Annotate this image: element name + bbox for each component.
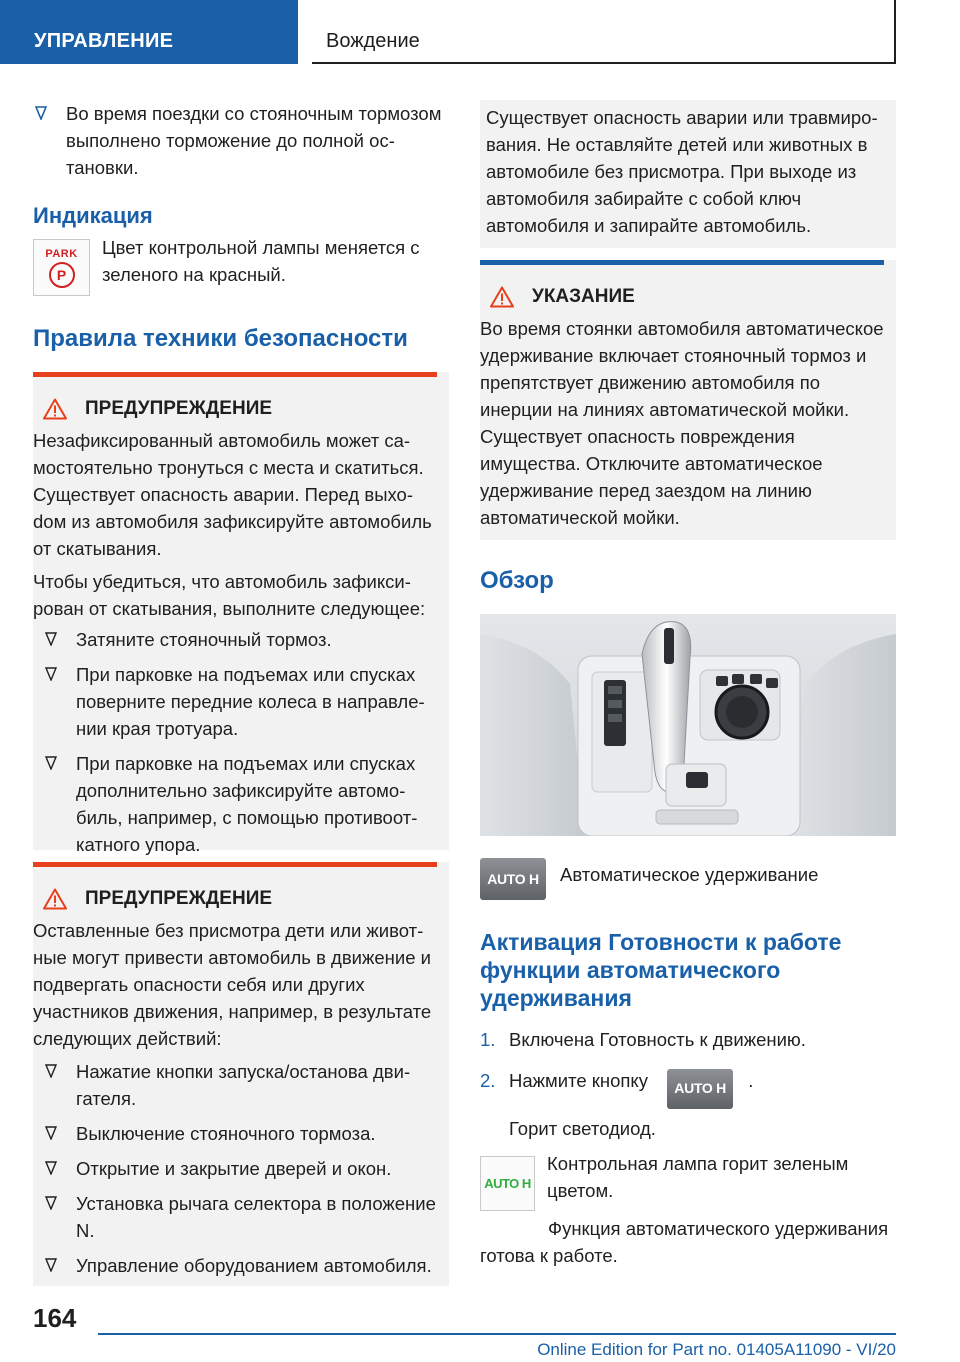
list-item-text: Нажатие кнопки запуска/останова двигателя. bbox=[76, 1061, 411, 1109]
warning-paragraph: Чтобы убедиться, что автомобиль зафиксирован от скатывания, выполните следующее: bbox=[33, 571, 426, 619]
footer-divider bbox=[98, 1333, 896, 1335]
warning-title-text: ПРЕДУПРЕЖДЕНИЕ bbox=[85, 888, 273, 909]
park-lamp-letter: P bbox=[49, 262, 75, 288]
left-column bbox=[33, 100, 449, 1286]
warning-triangle-icon bbox=[490, 286, 514, 308]
section-tab: УПРАВЛЕНИЕ bbox=[0, 0, 298, 64]
autoh-button-icon: AUTO H bbox=[480, 858, 546, 900]
warning-list bbox=[43, 626, 437, 858]
indication-heading: Индикация bbox=[33, 203, 153, 228]
step-number: 1. bbox=[480, 1029, 496, 1050]
triangle-bullet-icon bbox=[45, 1258, 57, 1272]
notice-title-text: УКАЗАНИЕ bbox=[532, 286, 635, 307]
list-item-text: Выключение стояночного тормоза. bbox=[76, 1123, 376, 1144]
triangle-bullet-icon bbox=[45, 1196, 57, 1210]
list-item bbox=[43, 1058, 437, 1112]
triangle-bullet-icon bbox=[45, 1064, 57, 1078]
list-item bbox=[43, 661, 437, 742]
triangle-bullet-icon bbox=[45, 1126, 57, 1140]
notice-title bbox=[480, 285, 884, 309]
triangle-bullet-icon bbox=[45, 667, 57, 681]
list-item bbox=[33, 100, 449, 181]
list-item bbox=[43, 1252, 437, 1279]
warning-triangle-icon bbox=[43, 398, 67, 420]
list-item-text: При парковке на подъемах или спусках дополнительно зафиксируйте автомобиль, например, с помощью противооткатного упора. bbox=[76, 753, 418, 855]
step-number: 2. bbox=[480, 1070, 496, 1091]
step-text: Включена Готовность к движению. bbox=[509, 1029, 806, 1050]
warning-box-2 bbox=[33, 862, 449, 1286]
warning-title bbox=[33, 887, 437, 911]
center-console-photo bbox=[480, 614, 896, 836]
edition-text: Online Edition for Part no. 01405A11090 - VI/20 bbox=[537, 1340, 896, 1359]
park-lamp-icon bbox=[33, 239, 90, 296]
list-item-text: Во время поездки со стояночным тормозом выполнено торможение до полной остановки. bbox=[66, 103, 442, 178]
list-item-text: Затяните стояночный тормоз. bbox=[76, 629, 332, 650]
ready-text: Функция автоматического удерживания готова к работе. bbox=[480, 1217, 889, 1266]
park-lamp-text: PARK bbox=[45, 247, 78, 260]
warning-triangle-icon bbox=[43, 888, 67, 910]
autoh-row bbox=[480, 858, 896, 900]
right-column bbox=[480, 100, 896, 1269]
step-text-end: . bbox=[748, 1070, 754, 1091]
list-item bbox=[43, 626, 437, 653]
warning-title bbox=[33, 397, 437, 421]
lamp-row bbox=[480, 1150, 896, 1211]
step-item bbox=[480, 1026, 896, 1053]
triangle-bullet-icon bbox=[45, 1161, 57, 1175]
triangle-bullet-icon bbox=[45, 632, 57, 646]
autoh-button-icon: AUTO H bbox=[667, 1069, 733, 1109]
list-item bbox=[43, 1120, 437, 1147]
warning-title-text: ПРЕДУПРЕЖДЕНИЕ bbox=[85, 398, 273, 419]
warning-paragraph: Незафиксированный автомобиль может самостоятельно тронуться с места и скатиться. Существует опасность аварии. Перед выхоdом из автомобиля зафиксируйте автомобиль от скатывания. bbox=[33, 430, 432, 559]
autoh-caption: Автоматическое удерживание bbox=[560, 863, 819, 885]
overview-heading: Обзор bbox=[480, 567, 554, 594]
warning-paragraph: Оставленные без присмотра дети или животные могут привести автомобиль в движение и подвергать опасности себя или других участников движения, например, в результате следующих действий: bbox=[33, 920, 432, 1049]
warning-paragraph: Существует опасность аварии или травмирования. Не оставляйте детей или животных в автомобиле без присмотра. При выходе из автомобиля забирайте с собой ключ автомобиля и запирайте автомобиль. bbox=[486, 107, 878, 236]
list-item-text: Открытие и закрытие дверей и окон. bbox=[76, 1158, 392, 1179]
list-item-text: Установка рычага селектора в положение N. bbox=[76, 1193, 436, 1241]
warning-box-continued bbox=[480, 100, 896, 248]
warning-bar bbox=[33, 372, 437, 377]
list-item-text: Управление оборудованием автомобиля. bbox=[76, 1255, 432, 1276]
notice-box bbox=[480, 260, 896, 540]
warning-list bbox=[43, 1058, 437, 1279]
triangle-bullet-icon bbox=[45, 756, 57, 770]
warning-bar bbox=[33, 862, 437, 867]
page-number: 164 bbox=[33, 1303, 77, 1333]
warning-box-1 bbox=[33, 372, 449, 855]
chapter-title: Вождение bbox=[312, 0, 896, 64]
notice-paragraph: Во время стоянки автомобиля автоматическое удерживание включает стояночный тормоз и препятствует движению автомобиля по инерции на линиях автоматической мойки. Существует опасность повреждения имущества. Отключите автоматическое удерживание перед заездом на линию автоматической мойки. bbox=[480, 318, 884, 528]
lamp-text: Контрольная лампа горит зеленым цветом. bbox=[547, 1152, 849, 1201]
activation-heading: Активация Готовности к работе функции автоматического удерживания bbox=[480, 929, 842, 1011]
indication-row bbox=[33, 239, 449, 296]
notice-bar bbox=[480, 260, 884, 265]
indication-text: Цвет контрольной лампы меняется с зеленого на красный. bbox=[102, 237, 420, 285]
step-text: Нажмите кнопку bbox=[509, 1070, 648, 1091]
list-item bbox=[43, 750, 437, 858]
list-item bbox=[43, 1155, 437, 1182]
safety-heading: Правила техники безопасности bbox=[33, 325, 408, 352]
autoh-lamp-icon: AUTO H bbox=[480, 1156, 535, 1211]
step-item bbox=[480, 1067, 896, 1109]
list-item-text: При парковке на подъемах или спусках поверните передние колеса в направлении края тротуара. bbox=[76, 664, 425, 739]
step-subtext: Горит светодиод. bbox=[509, 1117, 656, 1139]
triangle-bullet-icon bbox=[35, 106, 47, 120]
list-item bbox=[43, 1190, 437, 1244]
